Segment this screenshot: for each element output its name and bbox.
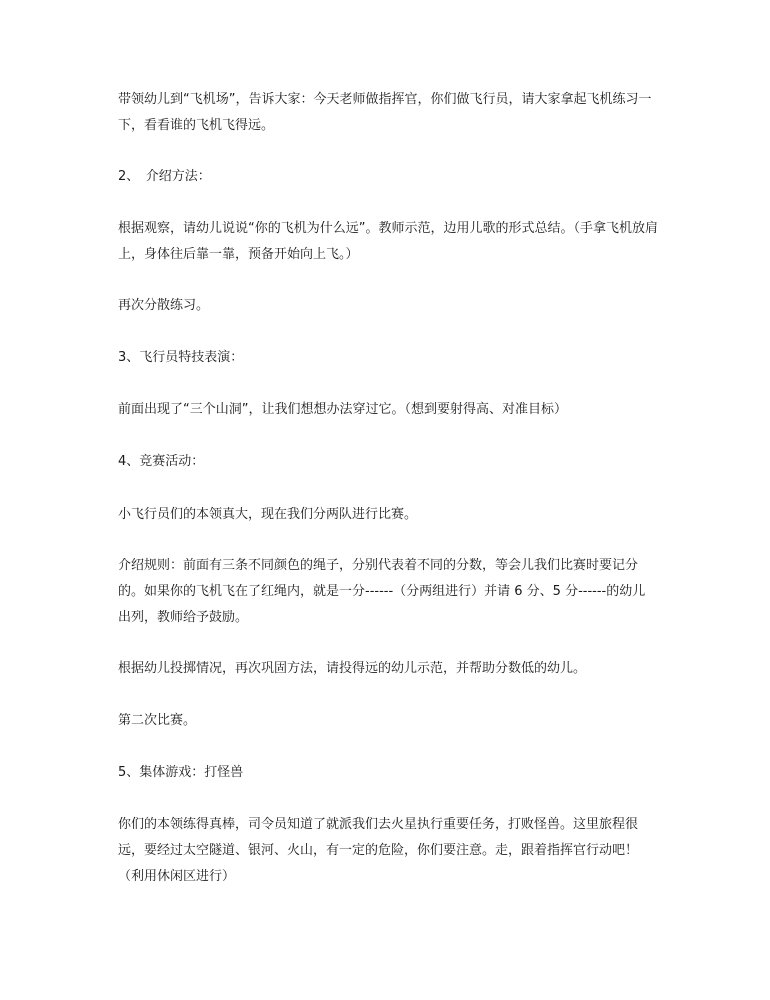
paragraph-practice: 再次分散练习。	[118, 298, 210, 313]
paragraph-intro: 带领幼儿到“飞机场”，告诉大家：今天老师做指挥官，你们做飞行员，请大家拿起飞机练习一下，看看谁的飞机飞得远。	[118, 92, 652, 133]
paragraph-consolidate: 根据幼儿投掷情况，再次巩固方法，请投得远的幼儿示范，并帮助分数低的幼儿。	[118, 661, 587, 676]
paragraph-method: 根据观察，请幼儿说说“你的飞机为什么远”。教师示范，边用儿歌的形式总结。（手拿飞机放肩上，身体往后靠一靠，预备开始向上飞。）	[118, 221, 658, 262]
heading-step-2: 2、 介绍方法：	[118, 169, 211, 184]
paragraph-competition: 小飞行员们的本领真大，现在我们分两队进行比赛。	[118, 507, 418, 522]
paragraph-rules: 介绍规则：前面有三条不同颜色的绳子，分别代表着不同的分数，等会儿我们比赛时要记分的。如果你的飞机飞在了红绳内，就是一分------（分两组进行）并请 6 分、5 分------的幼儿出列，教师给予鼓励。	[118, 558, 646, 625]
paragraph-caves: 前面出现了“三个山洞”，让我们想想办法穿过它。（想到要射得高、对准目标）	[118, 402, 567, 417]
paragraph-second-match: 第二次比赛。	[118, 713, 197, 728]
heading-step-4: 4、竞赛活动：	[118, 454, 205, 469]
paragraph-game: 你们的本领练得真棒，司令员知道了就派我们去火星执行重要任务，打败怪兽。这里旅程很远，要经过太空隧道、银河、火山，有一定的危险，你们要注意。走，跟着指挥官行动吧！（利用休闲区进行）	[118, 817, 639, 884]
heading-step-5: 5、集体游戏：打怪兽	[118, 765, 244, 780]
heading-step-3: 3、飞行员特技表演：	[118, 350, 244, 365]
